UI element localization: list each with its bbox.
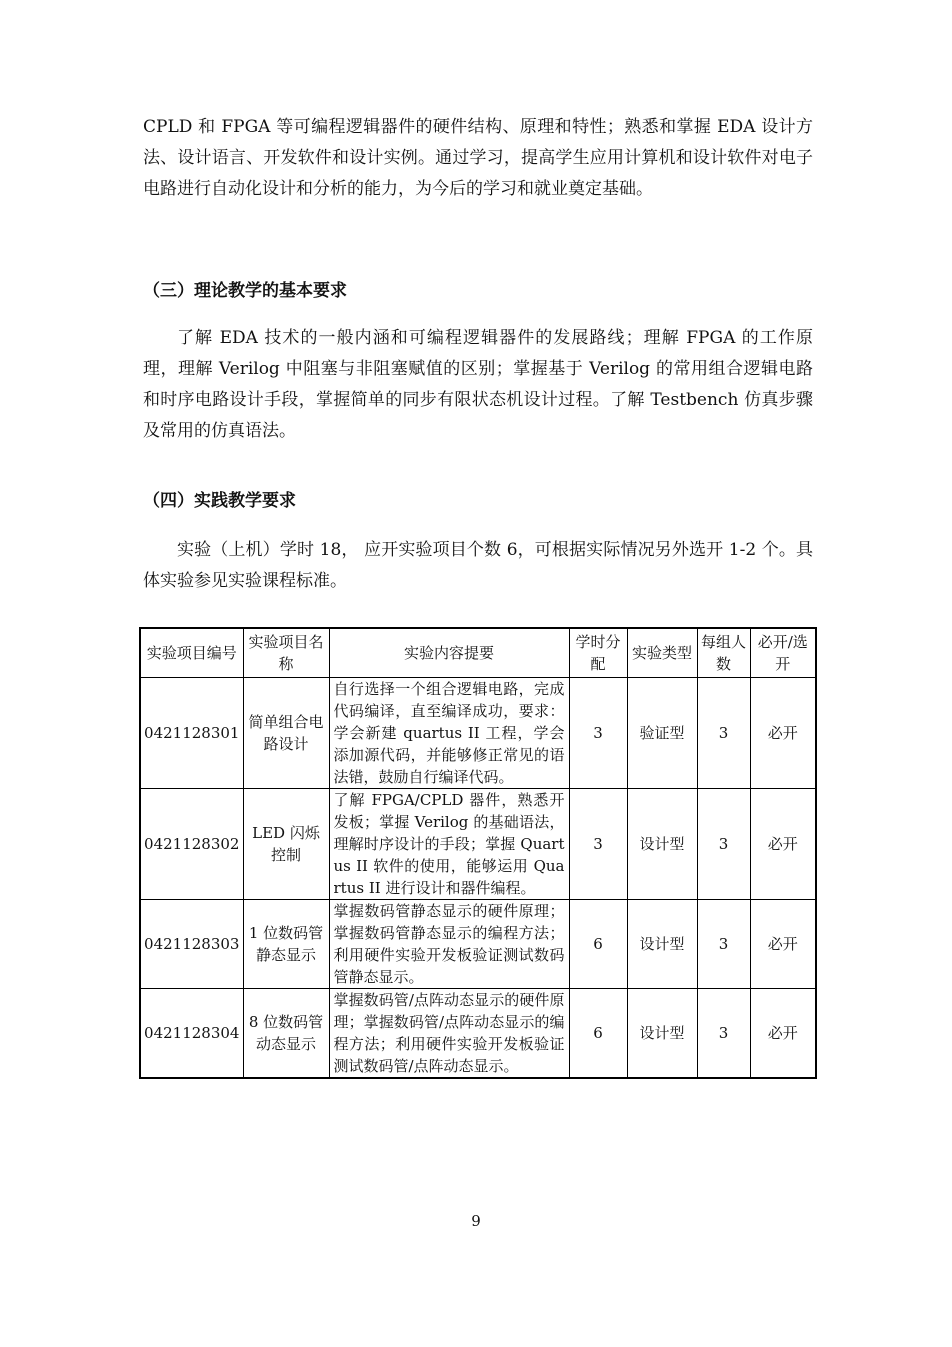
intro-paragraph: CPLD 和 FPGA 等可编程逻辑器件的硬件结构、原理和特性；熟悉和掌握 EDA 设计方法、设计语言、开发软件和设计实例。通过学习，提高学生应用计算机和设计软件对电子电路进行自动化设计和分析的能力，为今后的学习和就业奠定基础。 [143, 117, 813, 199]
cell-summary: 掌握数码管静态显示的硬件原理；掌握数码管静态显示的编程方法；利用硬件实验开发板验证测试数码管静态显示。 [329, 900, 569, 989]
cell-required: 必开 [750, 678, 816, 789]
cell-type: 设计型 [627, 900, 697, 989]
cell-required: 必开 [750, 789, 816, 900]
cell-id: 0421128302 [140, 789, 243, 900]
cell-summary: 了解 FPGA/CPLD 器件，熟悉开发板；掌握 Verilog 的基础语法，理解时序设计的手段；掌握 Quartus II 软件的使用，能够运用 Quartus II 进行设计和器件编程。 [329, 789, 569, 900]
table-row [140, 989, 816, 1079]
cell-type: 设计型 [627, 789, 697, 900]
header-id: 实验项目编号 [140, 628, 243, 678]
table-header-row [140, 628, 816, 678]
header-name: 实验项目名称 [243, 628, 329, 678]
cell-required: 必开 [750, 989, 816, 1079]
header-hours: 学时分配 [569, 628, 627, 678]
cell-id: 0421128304 [140, 989, 243, 1079]
section3-paragraph: 了解 EDA 技术的一般内涵和可编程逻辑器件的发展路线；理解 FPGA 的工作原理，理解 Verilog 中阻塞与非阻塞赋值的区别；掌握基于 Verilog 的常用组合逻辑电路和时序电路设计手段，掌握简单的同步有限状态机设计过程。了解 Testbench 仿真步骤及常用的仿真语法。 [143, 328, 813, 441]
cell-name: 8 位数码管动态显示 [243, 989, 329, 1079]
cell-hours: 6 [569, 989, 627, 1079]
header-group: 每组人数 [697, 628, 750, 678]
cell-id: 0421128301 [140, 678, 243, 789]
cell-hours: 3 [569, 789, 627, 900]
table-row [140, 678, 816, 789]
cell-id: 0421128303 [140, 900, 243, 989]
header-summary: 实验内容提要 [329, 628, 569, 678]
cell-name: LED 闪烁控制 [243, 789, 329, 900]
cell-name: 简单组合电路设计 [243, 678, 329, 789]
experiment-table [139, 627, 817, 1079]
section4-paragraph: 实验（上机）学时 18， 应开实验项目个数 6，可根据实际情况另外选开 1-2 个。具体实验参见实验课程标准。 [143, 540, 813, 591]
cell-group: 3 [697, 678, 750, 789]
cell-name: 1 位数码管静态显示 [243, 900, 329, 989]
cell-hours: 3 [569, 678, 627, 789]
header-type: 实验类型 [627, 628, 697, 678]
header-required: 必开/选开 [750, 628, 816, 678]
cell-summary: 自行选择一个组合逻辑电路，完成代码编译，直至编译成功，要求：学会新建 quartus II 工程，学会添加源代码，并能够修正常见的语法错，鼓励自行编译代码。 [329, 678, 569, 789]
cell-group: 3 [697, 900, 750, 989]
cell-summary: 掌握数码管/点阵动态显示的硬件原理；掌握数码管/点阵动态显示的编程方法；利用硬件实验开发板验证测试数码管/点阵动态显示。 [329, 989, 569, 1079]
table-row [140, 789, 816, 900]
table-row [140, 900, 816, 989]
page-number: 9 [471, 1212, 481, 1230]
cell-type: 验证型 [627, 678, 697, 789]
cell-group: 3 [697, 789, 750, 900]
cell-hours: 6 [569, 900, 627, 989]
cell-group: 3 [697, 989, 750, 1079]
cell-type: 设计型 [627, 989, 697, 1079]
cell-required: 必开 [750, 900, 816, 989]
section3-heading: （三）理论教学的基本要求 [143, 281, 347, 301]
section4-heading: （四）实践教学要求 [143, 491, 296, 511]
